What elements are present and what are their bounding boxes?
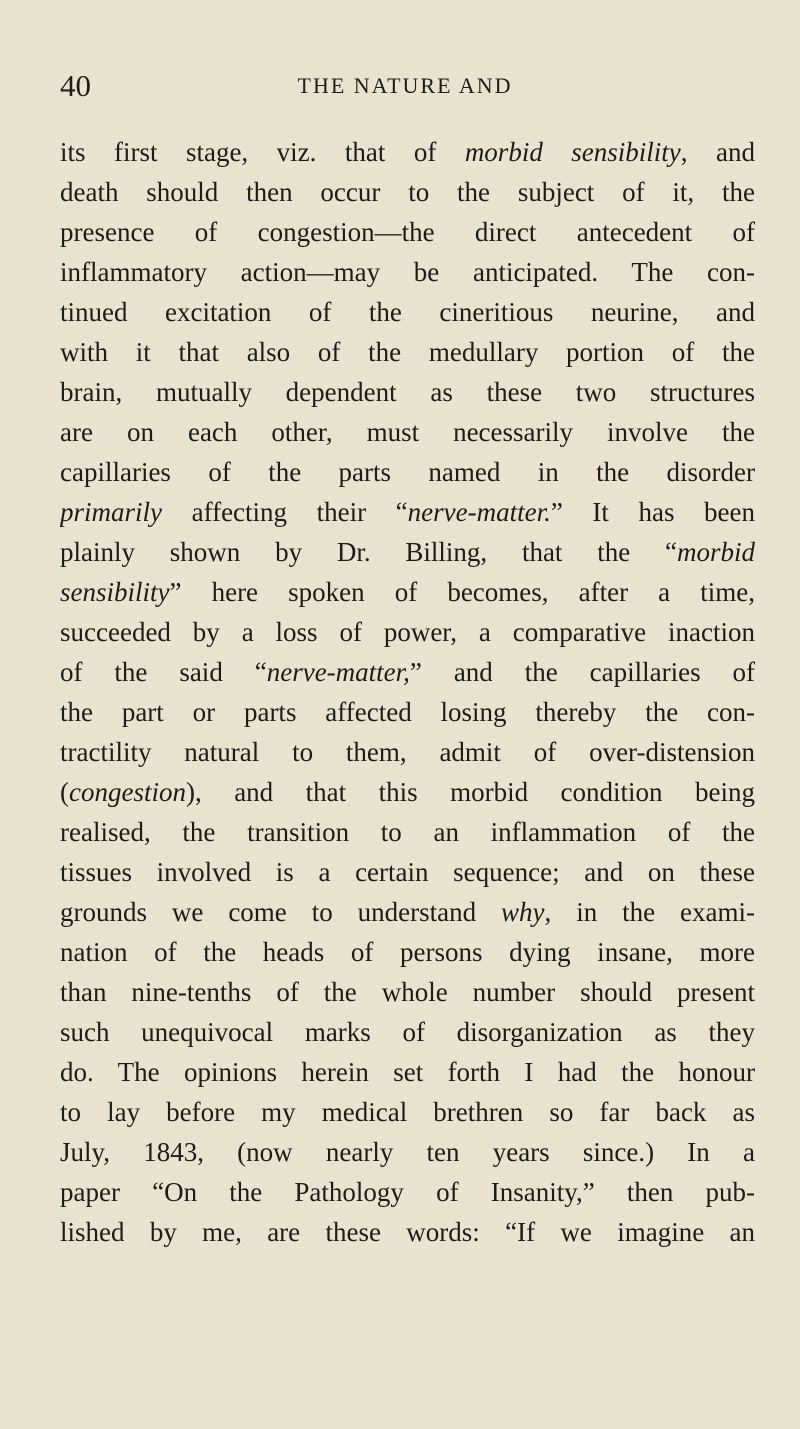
text-line [60,452,755,492]
text-line [60,732,755,772]
text-line [60,1052,755,1092]
text-line [60,612,755,652]
text-segment: capillaries of the parts named in the disorder [60,457,755,487]
text-segment: ” here spoken of becomes, after a time, [169,577,755,607]
text-segment: paper “On the Pathology of Insanity,” then pub- [60,1177,755,1207]
text-segment: of the said “ [60,657,267,687]
text-segment: , and [680,137,755,167]
text-segment: realised, the transition to an inflammation of the [60,817,755,847]
text-segment: with it that also of the medullary portion of the [60,337,755,367]
text-line [60,772,755,812]
text-line [60,1172,755,1212]
text-line [60,252,755,292]
text-line [60,812,755,852]
text-segment: tissues involved is a certain sequence; and on these [60,857,755,887]
text-segment: affecting their “ [162,497,408,527]
text-segment: succeeded by a loss of power, a comparative inaction [60,617,755,647]
text-line [60,532,755,572]
text-line [60,972,755,1012]
running-title: THE NATURE AND [297,73,513,98]
text-line [60,372,755,412]
text-segment: tinued excitation of the cineritious neurine, and [60,297,755,327]
text-line [60,1012,755,1052]
text-segment: to lay before my medical brethren so far back as [60,1097,755,1127]
text-line [60,172,755,212]
page-number: 40 [60,68,91,103]
text-segment: plainly shown by Dr. Billing, that the “ [60,537,677,567]
text-line [60,652,755,692]
text-segment: inflammatory action—may be anticipated. The con- [60,257,755,287]
italic-text: nerve-matter. [407,497,551,527]
text-line [60,332,755,372]
text-segment: do. The opinions herein set forth I had the honour [60,1057,755,1087]
text-segment: the part or parts affected losing thereby the con- [60,697,755,727]
text-segment: July, 1843, (now nearly ten years since.) In a [60,1137,755,1167]
text-line [60,1132,755,1172]
text-segment: ” and the capillaries of [409,657,755,687]
italic-text: congestion [69,777,186,807]
text-line [60,212,755,252]
text-segment: are on each other, must necessarily involve the [60,417,755,447]
text-line [60,892,755,932]
text-line [60,852,755,892]
text-line [60,492,755,532]
text-line [60,132,755,172]
text-line [60,932,755,972]
italic-text: nerve-matter, [266,657,410,687]
italic-text: primarily [60,497,163,527]
page-header [60,66,750,106]
italic-text: morbid [676,537,755,567]
text-segment: lished by me, are these words: “If we imagine an [60,1217,755,1247]
text-segment: presence of congestion—the direct antecedent of [60,217,755,247]
text-segment: grounds we come to understand [60,897,502,927]
text-line [60,1092,755,1132]
text-line [60,292,755,332]
text-segment: , in the exami- [544,897,755,927]
text-segment: ( [60,777,69,807]
text-segment: than nine-tenths of the whole number should present [60,977,755,1007]
text-segment: brain, mutually dependent as these two structures [60,377,755,407]
italic-text: why [501,897,545,927]
text-segment: its first stage, viz. that of [60,137,465,167]
text-line [60,692,755,732]
text-line [60,412,755,452]
text-segment: ), and that this morbid condition being [185,777,755,807]
text-segment: death should then occur to the subject of it, the [60,177,755,207]
text-segment: nation of the heads of persons dying insane, more [60,937,755,967]
text-segment: such unequivocal marks of disorganization as they [60,1017,755,1047]
text-line [60,1212,755,1252]
text-segment: ” It has been [550,497,755,527]
text-line [60,572,755,612]
body-text [60,132,755,1252]
italic-text: morbid sensibility [464,137,681,167]
italic-text: sensibility [60,577,170,607]
text-segment: tractility natural to them, admit of over-distension [60,737,755,767]
